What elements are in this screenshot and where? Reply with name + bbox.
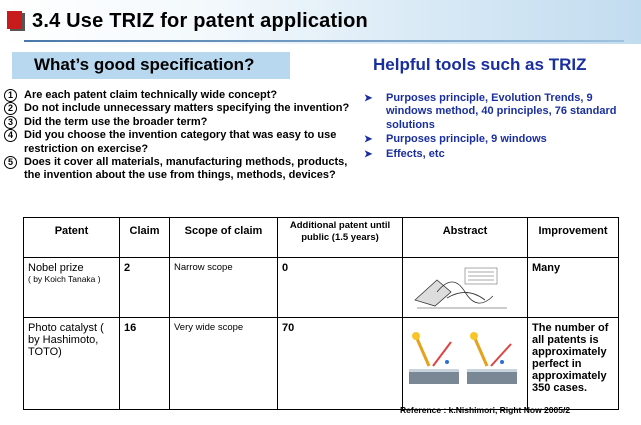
table-row (24, 318, 619, 410)
abstract-diagram-laser (407, 262, 519, 310)
cell-claim: 2 (120, 258, 170, 318)
question-text: Did you choose the invention category that was easy to use restriction on exercise? (24, 129, 337, 155)
cell-scope: Narrow scope (170, 258, 278, 318)
question-item (4, 102, 364, 115)
header-additional: Additional patent until public (1.5 years) (278, 218, 403, 258)
question-list (4, 89, 364, 183)
question-item (4, 89, 364, 102)
question-text: Did the term use the broader term? (24, 115, 208, 128)
circled-number: 3 (4, 116, 17, 129)
question-text: Do not include unnecessary matters specifying the invention? (24, 102, 350, 115)
tools-heading: Helpful tools such as TRIZ (373, 55, 587, 74)
circled-number: 5 (4, 156, 17, 169)
patent-table (23, 217, 619, 410)
cell-improvement: The number of all patents is approximately perfect in approximately 350 cases. (528, 318, 619, 410)
tool-item (364, 133, 639, 146)
tool-text: Purposes principle, Evolution Trends, 9 windows method, 40 principles, 76 standard solutions (386, 92, 617, 131)
abstract-diagram-photocatalyst (407, 322, 519, 396)
header-improvement: Improvement (528, 218, 619, 258)
header-scope: Scope of claim (170, 218, 278, 258)
question-item (4, 129, 364, 156)
cell-scope: Very wide scope (170, 318, 278, 410)
question-item (4, 156, 364, 183)
cell-patent: Photo catalyst ( by Hashimoto, TOTO) (24, 318, 120, 410)
spec-heading: What’s good specification? (34, 55, 255, 74)
tool-text: Effects, etc (386, 147, 445, 160)
circled-number: 4 (4, 129, 17, 142)
cell-claim: 16 (120, 318, 170, 410)
cell-abstract (403, 258, 528, 318)
cell-abstract (403, 318, 528, 410)
cell-additional: 70 (278, 318, 403, 410)
cell-improvement: Many (528, 258, 619, 318)
question-item (4, 116, 364, 129)
tool-item (364, 92, 639, 132)
arrow-bullet-icon: ➤ (364, 148, 373, 160)
table-header-row (24, 218, 619, 258)
circled-number: 2 (4, 102, 17, 115)
reference-note: Reference : k.Nishimori, Right Now 2005/2 (400, 405, 571, 415)
tools-list (364, 92, 639, 162)
cell-patent (24, 258, 120, 318)
arrow-bullet-icon: ➤ (364, 93, 373, 104)
table-row (24, 258, 619, 318)
title-underline (24, 40, 624, 42)
patent-name: Nobel prize (28, 262, 84, 274)
question-text: Does it cover all materials, manufacturing methods, products, the invention about the use from things, methods, devices? (24, 156, 348, 182)
tool-item (364, 148, 639, 161)
header-abstract: Abstract (403, 218, 528, 258)
header-patent: Patent (24, 218, 120, 258)
circled-number: 1 (4, 89, 17, 102)
slide-title: 3.4 Use TRIZ for patent application (32, 10, 368, 32)
slide-bullet-icon (7, 11, 22, 29)
cell-additional: 0 (278, 258, 403, 318)
tool-text: Purposes principle, 9 windows (386, 133, 547, 146)
question-text: Are each patent claim technically wide concept? (24, 89, 278, 101)
patent-author: ( by Koich Tanaka ) (28, 274, 101, 284)
title-bar (0, 0, 641, 44)
header-claim: Claim (120, 218, 170, 258)
arrow-bullet-icon: ➤ (364, 134, 373, 146)
